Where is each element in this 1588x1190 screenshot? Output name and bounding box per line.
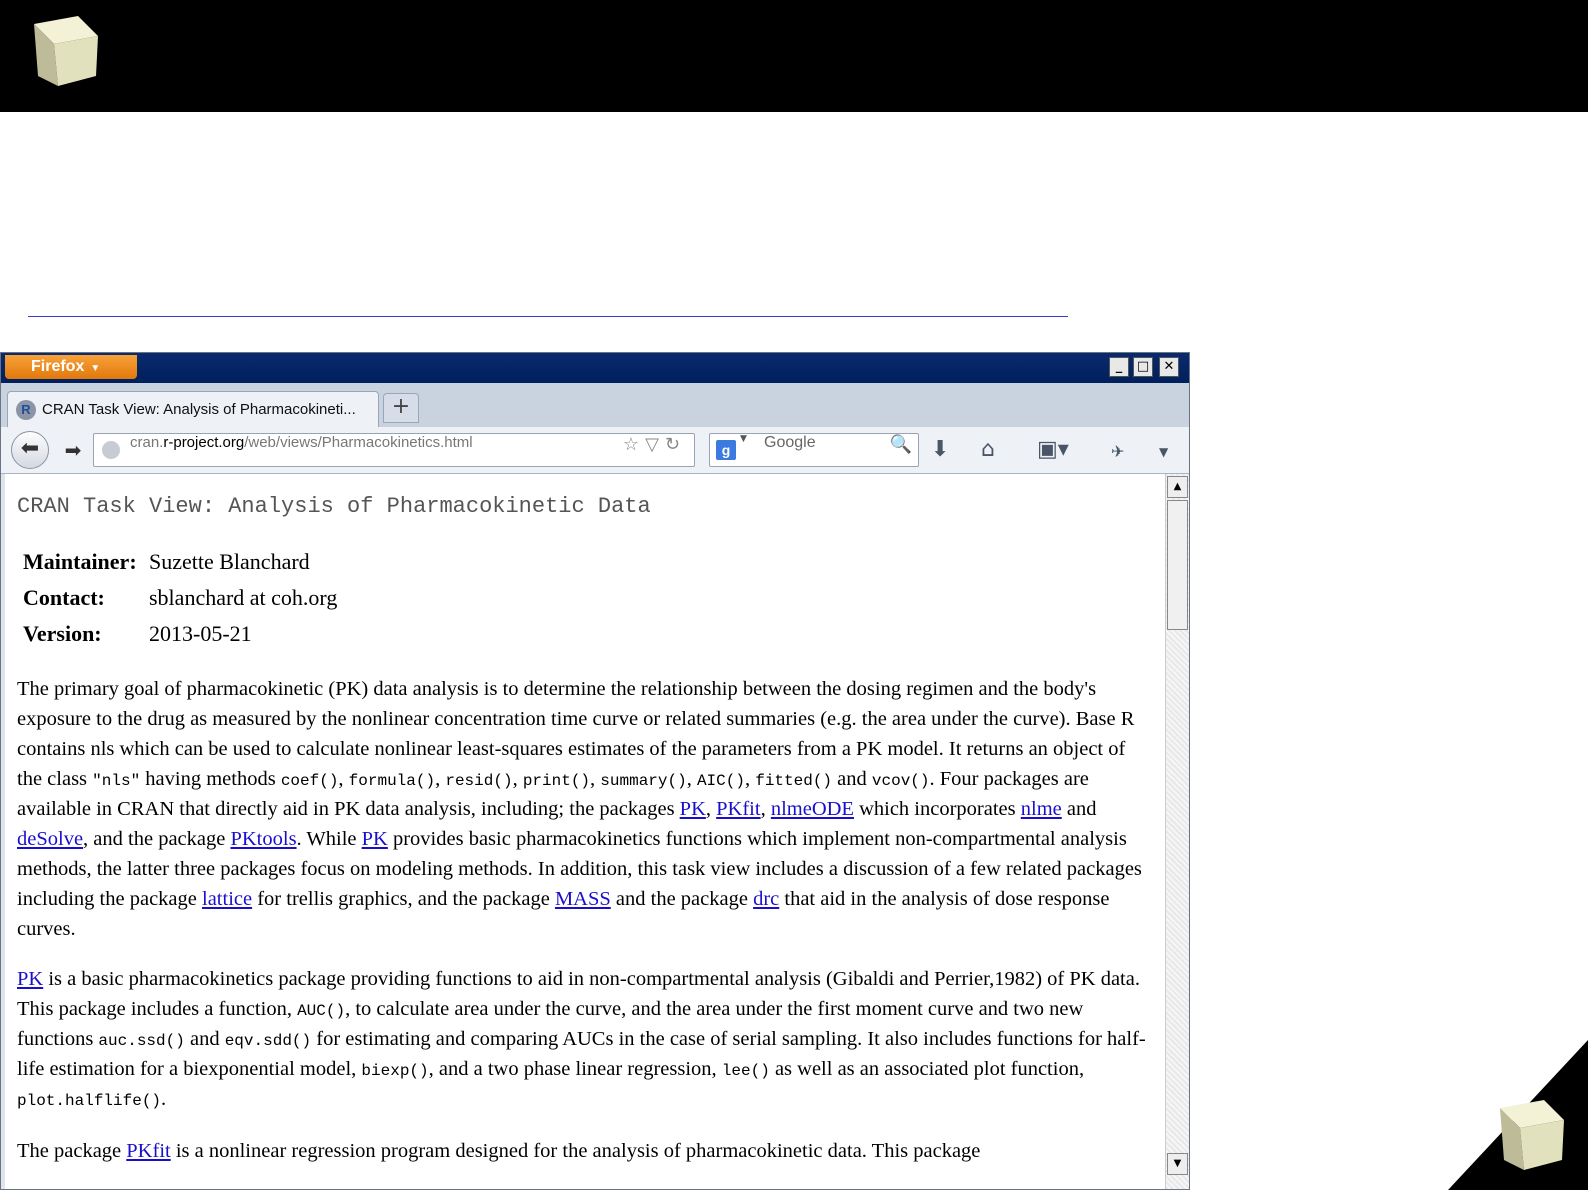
back-button[interactable]: ⬅ xyxy=(11,431,49,469)
code: print() xyxy=(522,772,591,790)
history-dropdown-icon[interactable]: ▽ xyxy=(645,434,665,455)
cube-corner-icon xyxy=(1492,1098,1568,1172)
link-lattice[interactable]: lattice xyxy=(202,888,253,910)
text: , xyxy=(744,768,756,790)
text: as well as an associated plot function, xyxy=(769,1058,1085,1080)
text: , xyxy=(705,798,717,820)
forward-button[interactable]: ➡ xyxy=(64,438,82,462)
globe-icon xyxy=(102,441,120,459)
text: . While xyxy=(296,828,362,850)
cube-logo-icon xyxy=(26,14,102,88)
maximize-button[interactable]: □ xyxy=(1133,357,1153,377)
scroll-up-button[interactable]: ▲ xyxy=(1167,476,1188,498)
meta-row xyxy=(23,616,337,652)
firefox-menu-label: Firefox xyxy=(31,358,85,375)
text: that aid in the analysis of dose response curves. xyxy=(17,888,1110,940)
meta-value: 2013-05-21 xyxy=(149,621,252,646)
tab-strip xyxy=(1,383,1189,427)
text: and the package xyxy=(610,888,754,910)
link-nlme[interactable]: nlme xyxy=(1020,798,1062,820)
text: for trellis graphics, and the package xyxy=(252,888,555,910)
link-pk[interactable]: PK xyxy=(17,968,44,990)
code: fitted() xyxy=(755,772,833,790)
scroll-down-button[interactable]: ▼ xyxy=(1167,1153,1188,1175)
text: The package xyxy=(17,1140,127,1162)
code: auc.ssd() xyxy=(98,1032,185,1050)
chevron-down-icon[interactable]: ▼ xyxy=(1159,445,1169,459)
chevron-down-icon: ▼ xyxy=(90,363,101,374)
search-input[interactable]: Google xyxy=(764,434,816,451)
code: eqv.sdd() xyxy=(224,1032,312,1050)
meta-key: Contact: xyxy=(23,585,105,610)
text: , xyxy=(512,768,523,790)
text: , to calculate area under the curve, and the area under the first moment curve and two new functions xyxy=(17,998,1084,1050)
addon-icon[interactable]: ✈ xyxy=(1111,442,1125,461)
text: , xyxy=(760,798,771,820)
slide-header-bar xyxy=(0,0,1588,112)
magnifier-icon[interactable]: 🔍 xyxy=(889,434,912,455)
google-engine-icon[interactable]: g xyxy=(716,440,736,460)
link-mass[interactable]: MASS xyxy=(554,888,611,910)
text: , xyxy=(590,768,601,790)
pkfit-paragraph xyxy=(17,1136,1147,1166)
browser-window xyxy=(0,352,1190,1190)
text: for estimating and comparing AUCs in the case of serial sampling. It also includes functions for half-life estimation for a biexponential model, xyxy=(17,1028,1146,1080)
code: summary() xyxy=(600,772,687,790)
link-pkfit[interactable]: PKfit xyxy=(716,798,761,820)
firefox-menu-button[interactable] xyxy=(5,355,137,379)
text: is a basic pharmacokinetics package providing functions to aid in non-compartmental analysis (Gibaldi and Perrier,1982) of PK data. This package includes a function, xyxy=(17,968,1140,1020)
bookmark-star-icon[interactable]: ☆ xyxy=(622,434,646,455)
url-bar-actions xyxy=(623,434,686,455)
bookmarks-menu-icon[interactable]: ▣▾ xyxy=(1037,437,1069,462)
url-domain: r-project.org xyxy=(163,434,245,451)
link-pk[interactable]: PK xyxy=(361,828,388,850)
text: The primary goal of pharmacokinetic (PK) data analysis is to determine the relationship between the dosing regimen and the body's exposure to the drug as measured by the nonlinear concentration time curve or related summaries (e.g. the area under the curve). Base R contains nls which can be used to calculate nonlinear least-squares estimates of the parameters from a PK model. It returns an object of the class xyxy=(17,678,1135,790)
text: and xyxy=(1061,798,1097,820)
page-title: CRAN Task View: Analysis of Pharmacokinetic Data xyxy=(17,494,651,519)
code: vcov() xyxy=(871,772,930,790)
text: is a nonlinear regression program designed for the analysis of pharmacokinetic data. This package xyxy=(170,1140,981,1162)
meta-key: Version: xyxy=(23,621,102,646)
text: , and a two phase linear regression, xyxy=(428,1058,722,1080)
url-text xyxy=(130,434,473,451)
r-logo-icon: R xyxy=(16,400,36,420)
code: biexp() xyxy=(361,1062,429,1080)
meta-row xyxy=(23,580,337,616)
text: . xyxy=(161,1088,167,1110)
code: coef() xyxy=(280,772,339,790)
meta-value: Suzette Blanchard xyxy=(149,549,310,574)
code: plot.halflife() xyxy=(17,1092,162,1110)
link-pk[interactable]: PK xyxy=(679,798,706,820)
minimize-button[interactable]: _ xyxy=(1109,357,1129,377)
text: provides basic pharmacokinetics functions which implement non-compartmental analysis methods, the latter three packages focus on modeling methods. In addition, this task view includes a discussion of a few related packages including the package xyxy=(17,828,1142,910)
new-tab-button[interactable]: + xyxy=(383,393,419,423)
url-prefix: cran. xyxy=(130,434,164,451)
meta-value: sblanchard at coh.org xyxy=(149,585,338,610)
link-desolve[interactable]: deSolve xyxy=(17,828,84,850)
navigation-toolbar xyxy=(1,427,1189,474)
reload-icon[interactable]: ↻ xyxy=(664,434,686,455)
text: , and the package xyxy=(83,828,231,850)
vertical-scrollbar[interactable] xyxy=(1165,474,1189,1189)
code: lee() xyxy=(721,1062,770,1080)
code: AIC() xyxy=(696,772,745,790)
page-viewport xyxy=(5,474,1165,1189)
text: which incorporates xyxy=(853,798,1021,820)
text: , xyxy=(686,768,697,790)
search-box[interactable] xyxy=(709,433,919,467)
pk-paragraph xyxy=(17,964,1147,1114)
url-path: /web/views/Pharmacokinetics.html xyxy=(244,434,473,451)
scrollbar-thumb[interactable] xyxy=(1167,500,1188,630)
close-button[interactable]: ✕ xyxy=(1159,357,1179,377)
slide-divider xyxy=(28,316,1068,317)
text: . Four packages are available in CRAN that directly aid in PK data analysis, including; the packages xyxy=(17,768,1089,820)
code: "nls" xyxy=(92,772,141,790)
chevron-down-icon[interactable]: ▼ xyxy=(740,434,747,444)
meta-row xyxy=(23,544,337,580)
meta-key: Maintainer: xyxy=(23,549,137,574)
text: and xyxy=(184,1028,225,1050)
code: resid() xyxy=(445,772,513,790)
home-icon[interactable]: ⌂ xyxy=(981,437,995,462)
code: formula() xyxy=(348,772,436,790)
text: , xyxy=(435,768,446,790)
text: having methods xyxy=(140,768,281,790)
code: AUC() xyxy=(297,1002,346,1020)
intro-paragraph xyxy=(17,674,1147,944)
downloads-icon[interactable]: ⬇ xyxy=(931,437,950,462)
link-drc[interactable]: drc xyxy=(753,888,780,910)
tab-cran-task-view[interactable] xyxy=(7,391,379,427)
link-pkfit[interactable]: PKfit xyxy=(126,1140,171,1162)
metadata-table xyxy=(23,544,337,652)
tab-title: CRAN Task View: Analysis of Pharmacokineti... xyxy=(42,401,356,418)
link-pktools[interactable]: PKtools xyxy=(230,828,297,850)
text: and xyxy=(832,768,872,790)
window-titlebar xyxy=(1,353,1189,383)
link-nlmeode[interactable]: nlmeODE xyxy=(770,798,854,820)
text: , xyxy=(338,768,349,790)
url-bar[interactable] xyxy=(93,433,695,467)
